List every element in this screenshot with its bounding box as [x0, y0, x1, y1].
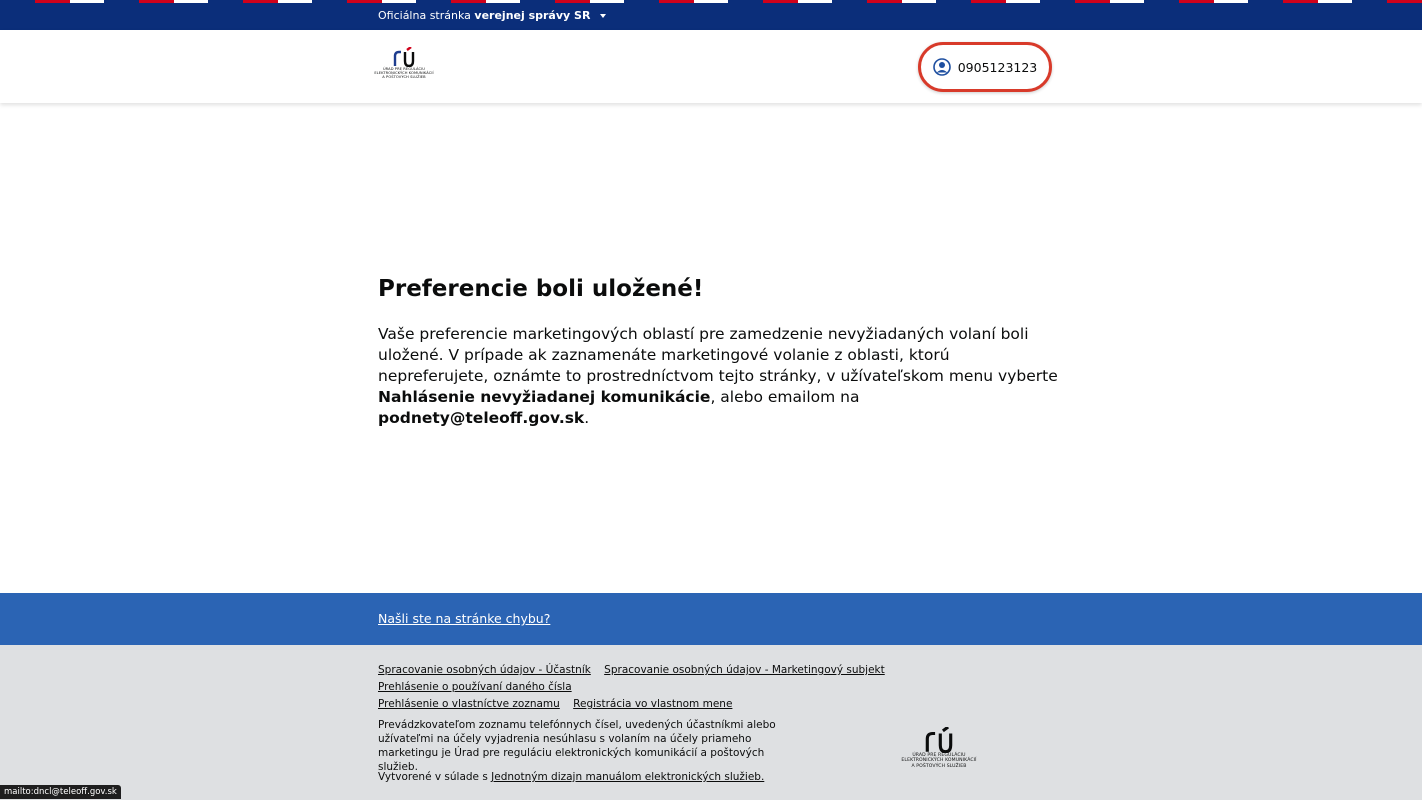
footer-created-prefix: Vytvorené v súlade s — [378, 771, 492, 783]
footer-created — [378, 771, 764, 783]
body-text-3: . — [584, 409, 590, 427]
footer-link-gdpr-marketing[interactable]: Spracovanie osobných údajov - Marketingový subjekt — [604, 664, 885, 676]
user-icon — [933, 58, 951, 76]
logo-line: ELEKTRONICKÝCH KOMUNIKÁCIÍ — [901, 758, 977, 764]
caret-down-icon — [600, 14, 606, 18]
footer-logo-text — [901, 753, 976, 769]
logo-line: ÚRAD PRE REGULÁCIU — [912, 753, 966, 758]
gov-stripes — [0, 0, 1422, 3]
user-phone: 0905123123 — [957, 59, 1038, 75]
logo-line: ÚRAD PRE REGULÁCIU — [382, 67, 426, 71]
body-email: podnety@teleoff.gov.sk — [378, 409, 585, 427]
page-title: Preferencie boli uložené! — [378, 276, 704, 302]
logo-line: ELEKTRONICKÝCH KOMUNIKÁCIÍ — [374, 71, 434, 76]
ru-logo-icon — [924, 727, 954, 753]
logo-text — [374, 67, 433, 80]
body-text-1: Vaše preferencie marketingových oblastí pre zamedzenie nevyžiadaných volaní boli uložené. V prípade ak zaznamenáte marketingové volanie z oblasti, ktorú nepreferujete, oznámte to prostredníctvom tejto stránky, v užívateľskom menu vyberte — [378, 325, 1058, 385]
body-text-2: , alebo emailom na — [710, 388, 860, 406]
footer-link-gdpr-participant[interactable]: Spracovanie osobných údajov - Účastník — [378, 664, 591, 676]
footer-link-own-registration[interactable]: Registrácia vo vlastnom mene — [573, 698, 733, 710]
site-footer — [0, 645, 1422, 800]
gov-text-bold: verejnej správy SR — [474, 9, 591, 22]
feedback-band — [0, 593, 1422, 645]
ru-logo-icon — [393, 47, 415, 67]
footer-link-list-ownership[interactable]: Prehlásenie o vlastníctve zoznamu — [378, 698, 560, 710]
site-logo[interactable] — [374, 47, 434, 87]
confirmation-message — [378, 324, 1058, 429]
site-header — [0, 30, 1422, 103]
design-manual-link[interactable]: Jednotným dizajn manuálom elektronických služieb. — [491, 771, 765, 783]
logo-line: A POŠTOVÝCH SLUŽIEB — [382, 75, 426, 80]
browser-status-bar: mailto:dncl@teleoff.gov.sk — [0, 785, 121, 799]
gov-bar — [0, 0, 1422, 30]
gov-text-prefix: Oficiálna stránka — [378, 9, 471, 22]
footer-link-number-declaration[interactable]: Prehlásenie o používaní daného čísla — [378, 681, 572, 693]
gov-official-toggle[interactable] — [378, 9, 606, 22]
body-bold-1: Nahlásenie nevyžiadanej komunikácie — [378, 388, 711, 406]
logo-line: A POŠTOVÝCH SLUŽIEB — [911, 763, 967, 769]
user-menu-button[interactable] — [918, 42, 1052, 92]
footer-logo — [898, 727, 980, 777]
footer-links — [378, 662, 1038, 713]
report-error-link[interactable]: Našli ste na stránke chybu? — [378, 611, 551, 626]
footer-description: Prevádzkovateľom zoznamu telefónnych čísel, uvedených účastníkmi alebo užívateľmi na účely vyjadrenia nesúhlasu s volaním na účely priameho marketingu je Úrad pre reguláciu elektronických komunikácií a poštových služieb. — [378, 719, 776, 773]
